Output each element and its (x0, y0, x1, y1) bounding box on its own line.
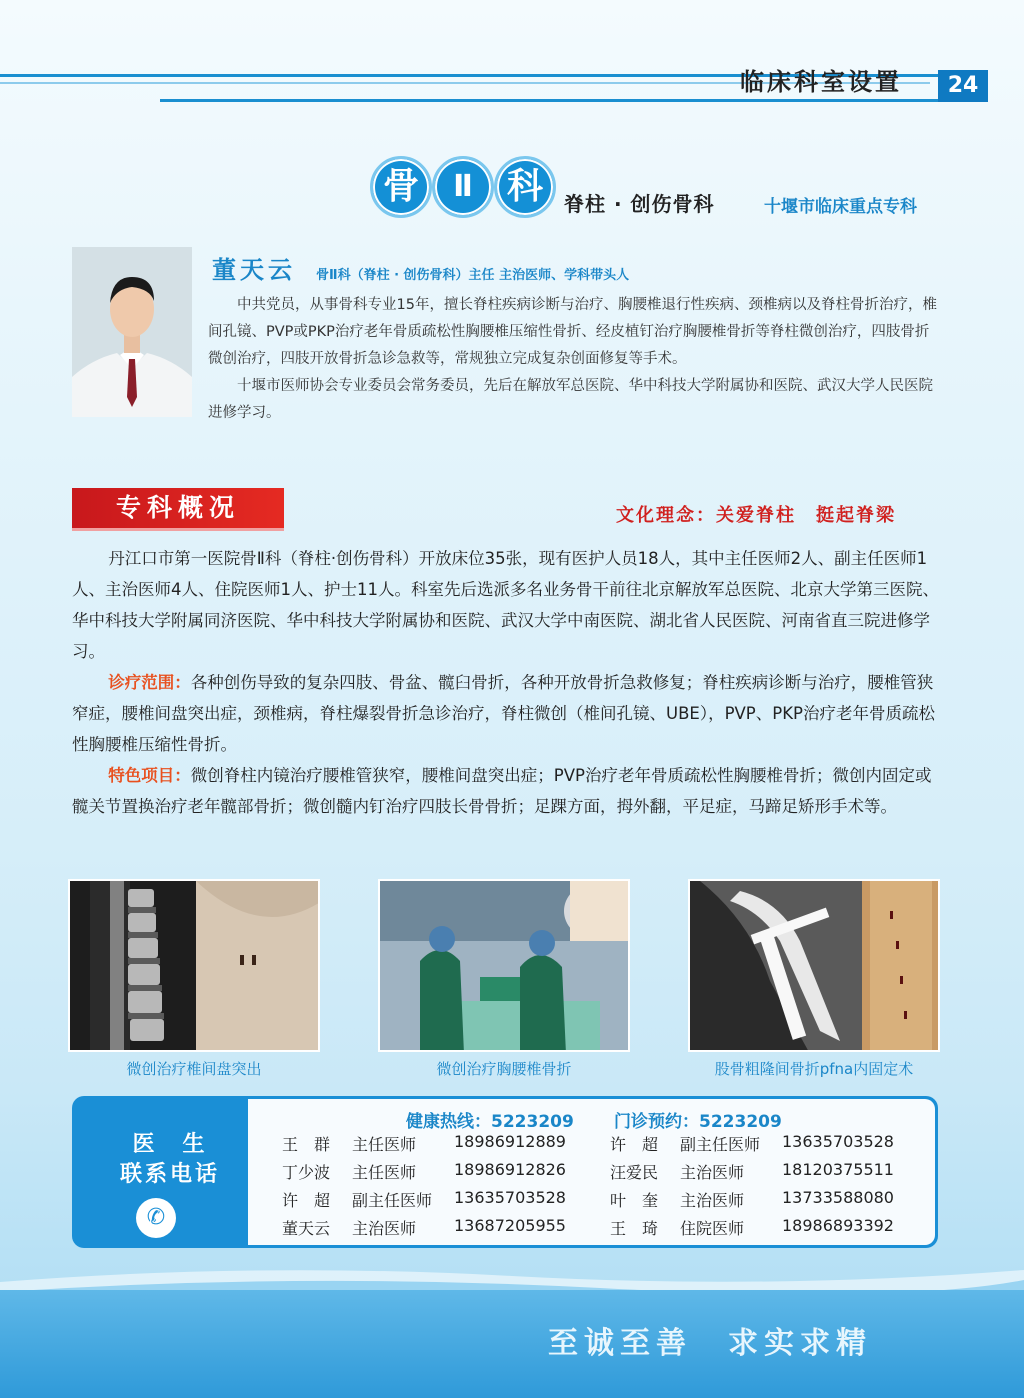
contact-right-role: 住院医师 (680, 1219, 745, 1238)
contact-right-role: 副主任医师 (680, 1135, 761, 1154)
contact-right-role: 主治医师 (680, 1191, 745, 1210)
overview-banner: 专科概况 (72, 488, 284, 528)
photo-caption-3: 股骨粗隆间骨折pfna内固定术 (714, 1060, 914, 1078)
contact-right-name: 叶 奎 (610, 1191, 659, 1210)
xray-and-wound-image (690, 881, 940, 1052)
feature-label: 特色项目： (108, 766, 191, 785)
dept-subtitle: 脊柱 · 创伤骨科 (564, 192, 715, 216)
doctor-bio-paragraph-1: 中共党员，从事骨科专业15年，擅长脊柱疾病诊断与治疗、胸腰椎退行性疾病、颈椎病以及脊柱骨折治疗，椎间孔镜、PVP或PKP治疗老年骨质疏松性胸腰椎压缩性骨折、经皮植钉治疗胸腰椎骨折等脊柱微创治疗，四肢骨折微创治疗，四肢开放骨折急诊急救等，常规独立完成复杂创面修复等手术。 (208, 297, 937, 367)
contact-left-role: 主任医师 (352, 1163, 417, 1182)
contact-title (120, 1130, 220, 1190)
section-title: 临床科室设置 (740, 67, 902, 96)
banner-underline (72, 528, 284, 531)
contact-right-phone[interactable]: 18120375511 (782, 1160, 894, 1179)
photo-caption-1: 微创治疗椎间盘突出 (126, 1060, 262, 1078)
doctor-name: 董天云 (212, 255, 296, 284)
contact-right-name: 许 超 (610, 1135, 659, 1154)
operating-room-image (380, 881, 630, 1052)
scope-text: 各种创伤导致的复杂四肢、骨盆、髋臼骨折，各种开放骨折急救修复；脊柱疾病诊断与治疗，腰椎管狭窄症，腰椎间盘突出症，颈椎病，脊柱爆裂骨折急诊治疗，脊柱微创（椎间孔镜、UBE），PVP、PKP治疗老年骨质疏松性胸腰椎压缩性骨折。 (72, 673, 935, 754)
contact-right-phone[interactable]: 13733588080 (782, 1188, 894, 1207)
contact-right-name: 王 琦 (610, 1219, 659, 1238)
contact-left-name: 王 群 (282, 1135, 331, 1154)
contact-left-name: 许 超 (282, 1191, 331, 1210)
contact-title-line-1: 医 生 (132, 1132, 208, 1157)
contact-title-line-2: 联系电话 (120, 1162, 221, 1187)
doctor-bio (208, 292, 940, 427)
contact-left-role: 主治医师 (352, 1219, 417, 1238)
health-hotline: 健康热线：5223209 (406, 1112, 574, 1132)
phone-icon: ✆ (136, 1198, 176, 1238)
contact-right-name: 汪爱民 (610, 1163, 659, 1182)
mri-and-incision-image (70, 881, 320, 1052)
page-number: 24 (938, 70, 988, 102)
scope-paragraph (72, 667, 940, 760)
overview-body (72, 543, 940, 822)
footer-slogan: 至诚至善 求实求精 (548, 1326, 872, 1361)
doctor-title: 骨Ⅱ科（脊柱 · 创伤骨科）主任 主治医师、学科带头人 (316, 268, 630, 283)
doctor-bio-paragraph-2: 十堰市医师协会专业委员会常务委员，先后在解放军总医院、华中科技大学附属协和医院、武汉大学人民医院进修学习。 (208, 378, 933, 421)
dept-title-char-3: 科 (494, 156, 556, 218)
photo-spine-mri (68, 879, 320, 1052)
contact-left-phone[interactable]: 13687205955 (454, 1216, 566, 1235)
contact-left-name: 丁少波 (282, 1163, 331, 1182)
feature-text: 微创脊柱内镜治疗腰椎管狭窄，腰椎间盘突出症；PVP治疗老年骨质疏松性胸腰椎骨折；微创内固定或髋关节置换治疗老年髋部骨折；微创髓内钉治疗四肢长骨骨折；足踝方面，拇外翻，平足症，马蹄足矫形手术等。 (72, 766, 932, 816)
photo-surgery (378, 879, 630, 1052)
contact-left-name: 董天云 (282, 1219, 331, 1238)
key-specialty-label: 十堰市临床重点专科 (764, 197, 917, 217)
contact-left-role: 主任医师 (352, 1135, 417, 1154)
culture-motto: 文化理念：关爱脊柱 挺起脊梁 (616, 505, 896, 526)
contact-left-role: 副主任医师 (352, 1191, 433, 1210)
doctor-photo (72, 247, 192, 417)
dept-title-char-2: Ⅱ (432, 156, 494, 218)
dept-title-char-1: 骨 (370, 156, 432, 218)
scope-label: 诊疗范围： (108, 673, 191, 692)
contact-left-phone[interactable]: 18986912889 (454, 1132, 566, 1151)
contact-right-phone[interactable]: 13635703528 (782, 1132, 894, 1151)
photo-femur-xray (688, 879, 940, 1052)
photo-caption-2: 微创治疗胸腰椎骨折 (436, 1060, 572, 1078)
overview-paragraph: 丹江口市第一医院骨Ⅱ科（脊柱·创伤骨科）开放床位35张，现有医护人员18人，其中主任医师2人、副主任医师1人、主治医师4人、住院医师1人、护士11人。科室先后选派多名业务骨干前往北京解放军总医院、北京大学第三医院、华中科技大学附属同济医院、华中科技大学附属协和医院、武汉大学中南医院、湖北省人民医院、河南省直三院进修学习。 (72, 549, 939, 661)
doctor-portrait-image (72, 247, 192, 417)
contact-right-role: 主治医师 (680, 1163, 745, 1182)
contact-right-phone[interactable]: 18986893392 (782, 1216, 894, 1235)
contact-left-phone[interactable]: 18986912826 (454, 1160, 566, 1179)
contact-left-phone[interactable]: 13635703528 (454, 1188, 566, 1207)
appointment-line: 门诊预约：5223209 (614, 1112, 782, 1132)
feature-paragraph (72, 760, 940, 822)
